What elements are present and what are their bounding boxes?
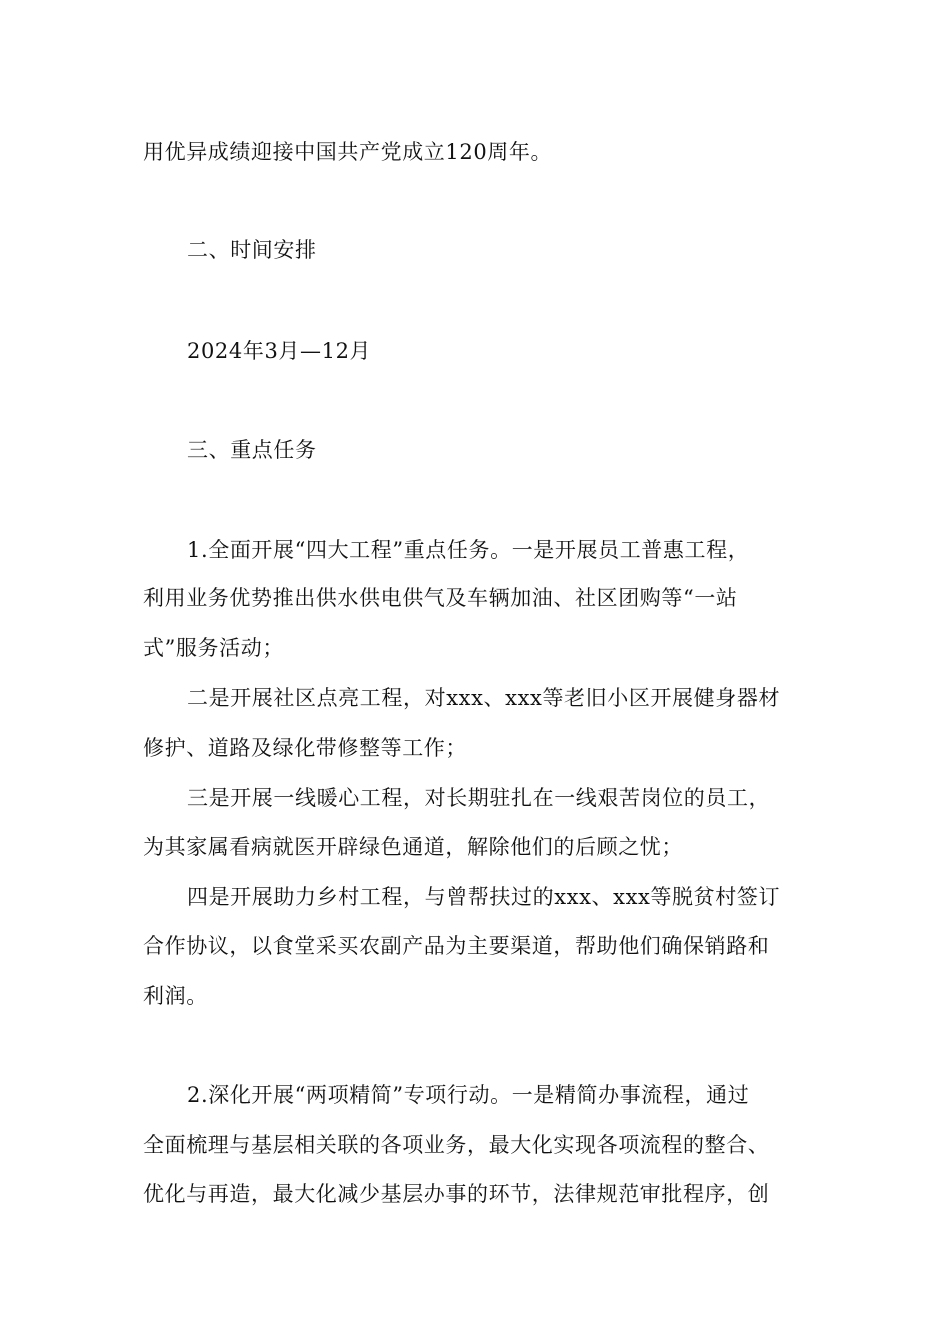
task-1-item-3-line-1: 三是开展一线暖心工程，对长期驻扎在一线艰苦岗位的员工， xyxy=(187,786,771,810)
section-heading-key-tasks: 三、重点任务 xyxy=(187,438,317,462)
task-1-item-4-line-2: 合作协议，以食堂采买农副产品为主要渠道，帮助他们确保销路和 xyxy=(143,934,770,958)
task-1-item-4-line-1: 四是开展助力乡村工程，与曾帮扶过的xxx、xxx等脱贫村签订 xyxy=(187,885,781,909)
task-1-item-2-line-1: 二是开展社区点亮工程，对xxx、xxx等老旧小区开展健身器材 xyxy=(187,686,781,710)
task-1-line-1: 1.全面开展“四大工程”重点任务。一是开展员工普惠工程， xyxy=(187,538,750,562)
task-2-line-3: 优化与再造，最大化减少基层办事的环节，法律规范审批程序，创 xyxy=(143,1182,770,1206)
task-1-line-2: 利用业务优势推出供水供电供气及车辆加油、社区团购等“一站 xyxy=(143,586,738,610)
section-heading-schedule: 二、时间安排 xyxy=(187,238,317,262)
task-2-line-1: 2.深化开展“两项精简”专项行动。一是精简办事流程，通过 xyxy=(187,1083,750,1107)
task-1-line-3: 式”服务活动； xyxy=(143,636,284,660)
schedule-date-range: 2024年3月—12月 xyxy=(187,339,372,363)
task-2-line-2: 全面梳理与基层相关联的各项业务，最大化实现各项流程的整合、 xyxy=(143,1133,770,1157)
paragraph-line-1: 用优异成绩迎接中国共产党成立120周年。 xyxy=(143,140,553,164)
task-1-item-4-line-3: 利润。 xyxy=(143,984,208,1008)
task-1-item-3-line-2: 为其家属看病就医开辟绿色通道，解除他们的后顾之忧； xyxy=(143,835,683,859)
task-1-item-2-line-2: 修护、道路及绿化带修整等工作； xyxy=(143,736,467,760)
